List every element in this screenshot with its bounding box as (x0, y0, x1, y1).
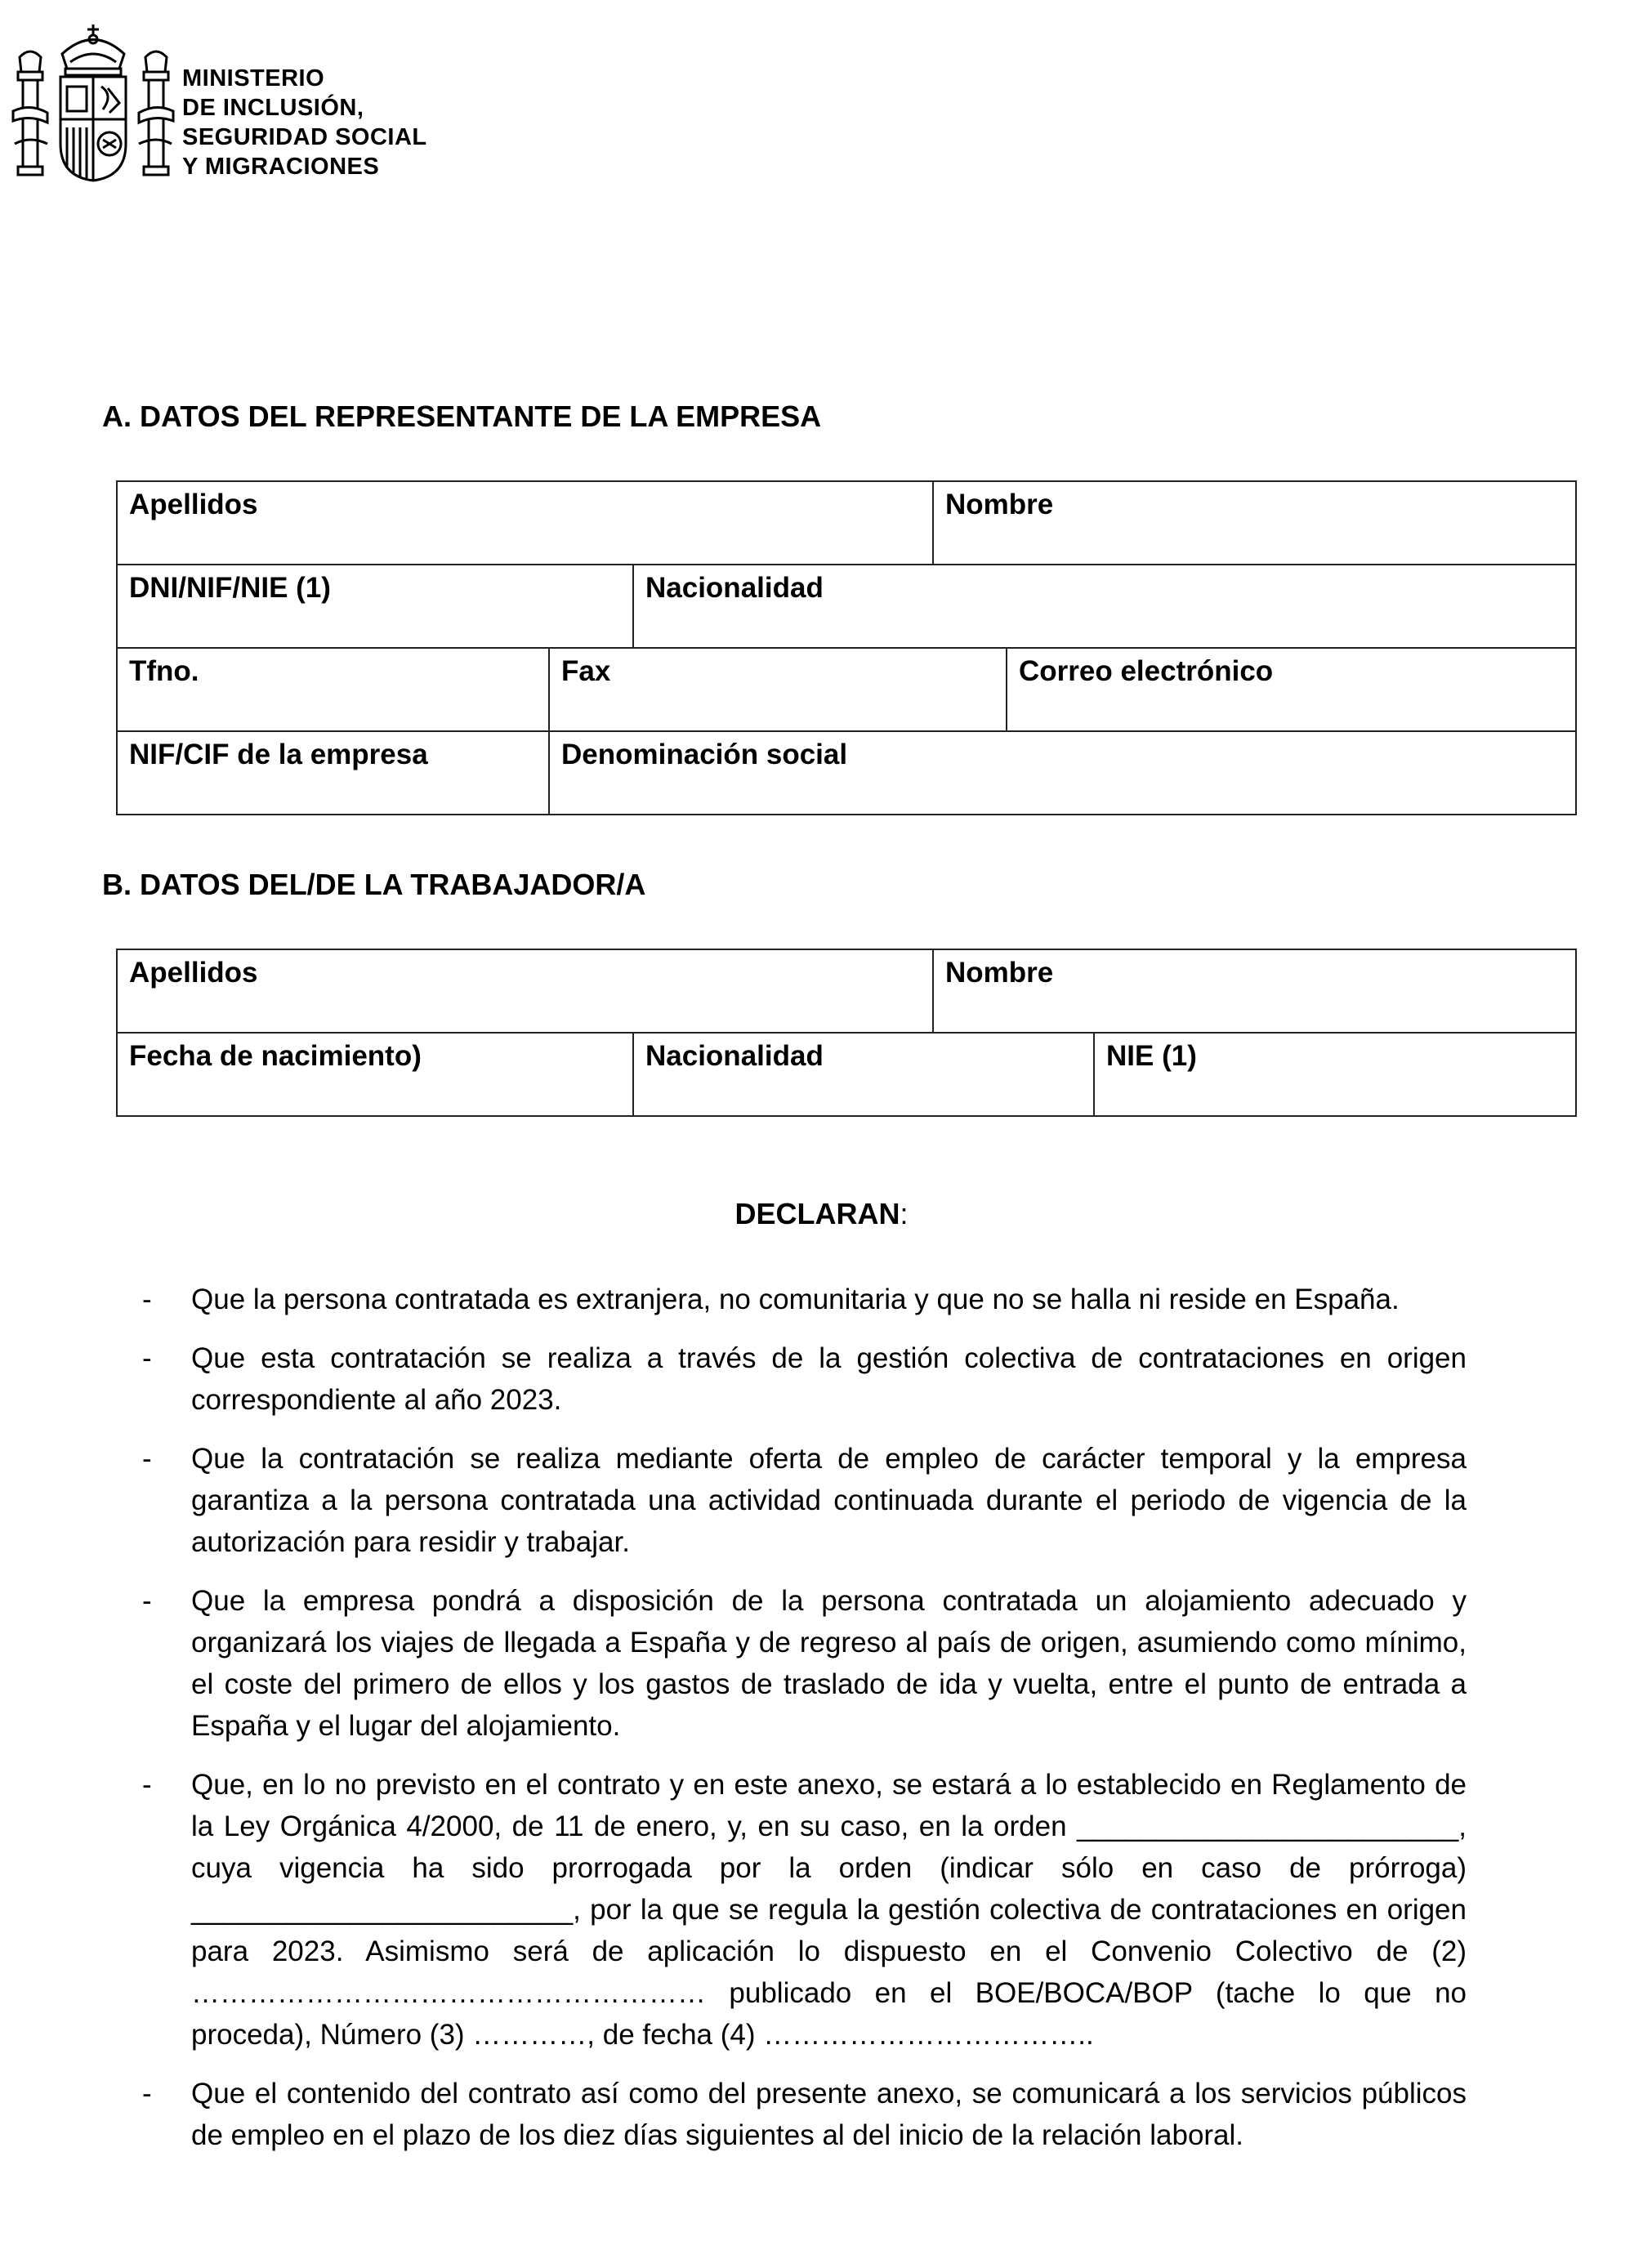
declaration-text: Que la empresa pondrá a disposición de la persona contratada un alojamiento adecuado y organizará los viajes de llegada a España y de regreso al país de origen, asumiendo como mínimo, el coste del primero de ellos y los gastos de traslado de ida y vuelta, entre el punto de entrada a España y el lugar del alojamiento. (191, 1585, 1467, 1742)
correo-field[interactable]: Correo electrónico (1007, 648, 1576, 731)
declaration-item: - Que la empresa pondrá a disposición de la persona contratada un alojamiento adecuado y organizará los viajes de llegada a España y de regreso al país de origen, asumiendo como mínimo, el coste del primero de ellos y los gastos de traslado de ida y vuelta, entre el punto de entrada a España y el lugar del alojamiento. (147, 1580, 1467, 1747)
declaration-item: - Que la contratación se realiza mediante oferta de empleo de carácter temporal y la empresa garantiza a la persona contratada una actividad continuada durante el periodo de vigencia de la autorización para residir y trabajar. (147, 1438, 1467, 1563)
declaration-list (142, 1279, 1467, 2173)
ministry-line: SEGURIDAD SOCIAL (182, 124, 427, 150)
ministry-name (182, 64, 427, 181)
declaration-text: Que la persona contratada es extranjera, no comunitaria y que no se halla ni reside en España. (191, 1284, 1400, 1315)
worker-table (116, 949, 1577, 1117)
declaration-text: Que, en lo no previsto en el contrato y en este anexo, se estará a lo establecido en Reglamento de la Ley Orgánica 4/2000, de 11 de enero, y, en su caso, en la orden ________________________, cuya vigencia ha sido prorrogada por la orden (indicar sólo en caso de prórroga) ________________________, por la que se regula la gestión colectiva de contrataciones en origen para 2023. Asimismo será de aplicación lo dispuesto en el Convenio Colectivo de (2) ……………………………………………… publicado en el BOE/BOCA/BOP (tache lo que no proceda), Número (3) …………, de fecha (4) …………………………….. (191, 1769, 1467, 2051)
nombre-field[interactable]: Nombre (933, 481, 1576, 565)
dni-field[interactable]: DNI/NIF/NIE (1) (117, 565, 633, 648)
declaration-item: - Que la persona contratada es extranjera, no comunitaria y que no se halla ni reside en España. (147, 1279, 1467, 1320)
fecha-nacimiento-field[interactable]: Fecha de nacimiento) (117, 1033, 633, 1116)
nacionalidad-field[interactable]: Nacionalidad (633, 565, 1576, 648)
denominacion-social-field[interactable]: Denominación social (549, 731, 1576, 815)
section-a-title: A. DATOS DEL REPRESENTANTE DE LA EMPRESA (102, 400, 822, 433)
declaration-item: - Que esta contratación se realiza a través de la gestión colectiva de contrataciones en origen correspondiente al año 2023. (147, 1337, 1467, 1421)
declaration-item: - Que el contenido del contrato así como del presente anexo, se comunicará a los servicios públicos de empleo en el plazo de los diez días siguientes al del inicio de la relación laboral. (147, 2073, 1467, 2156)
declaration-text: Que la contratación se realiza mediante oferta de empleo de carácter temporal y la empresa garantiza a la persona contratada una actividad continuada durante el periodo de vigencia de la autorización para residir y trabajar. (191, 1443, 1467, 1558)
apellidos-field[interactable]: Apellidos (117, 481, 933, 565)
fax-field[interactable]: Fax (549, 648, 1007, 731)
nif-empresa-field[interactable]: NIF/CIF de la empresa (117, 731, 549, 815)
declaran-colon: : (900, 1197, 909, 1230)
spanish-coat-of-arms-icon (11, 21, 175, 185)
trabajador-nacionalidad-field[interactable]: Nacionalidad (633, 1033, 1094, 1116)
declaration-text: Que esta contratación se realiza a través de la gestión colectiva de contrataciones en origen correspondiente al año 2023. (191, 1342, 1467, 1416)
telefono-field[interactable]: Tfno. (117, 648, 549, 731)
company-representative-table (116, 480, 1577, 815)
declaran-word: DECLARAN (734, 1197, 900, 1230)
nie-field[interactable]: NIE (1) (1094, 1033, 1576, 1116)
trabajador-nombre-field[interactable]: Nombre (933, 949, 1576, 1033)
ministry-line: DE INCLUSIÓN, (182, 95, 364, 121)
ministry-line: MINISTERIO (182, 65, 325, 92)
section-b-title: B. DATOS DEL/DE LA TRABAJADOR/A (102, 868, 646, 901)
trabajador-apellidos-field[interactable]: Apellidos (117, 949, 933, 1033)
declaration-item: - Que, en lo no previsto en el contrato y en este anexo, se estará a lo establecido en Reglamento de la Ley Orgánica 4/2000, de 11 de enero, y, en su caso, en la orden ________________________, cuya vigencia ha sido prorrogada por la orden (indicar sólo en caso de prórroga) ________________________, por la que se regula la gestión colectiva de contrataciones en origen para 2023. Asimismo será de aplicación lo dispuesto en el Convenio Colectivo de (2) ……………………………………………… publicado en el BOE/BOCA/BOP (tache lo que no proceda), Número (3) …………, de fecha (4) …………………………….. (147, 1764, 1467, 2056)
ministry-line: Y MIGRACIONES (182, 154, 380, 180)
declaration-text: Que el contenido del contrato así como del presente anexo, se comunicará a los servicios públicos de empleo en el plazo de los diez días siguientes al del inicio de la relación laboral. (191, 2078, 1467, 2151)
declaran-heading (0, 1197, 1643, 1231)
